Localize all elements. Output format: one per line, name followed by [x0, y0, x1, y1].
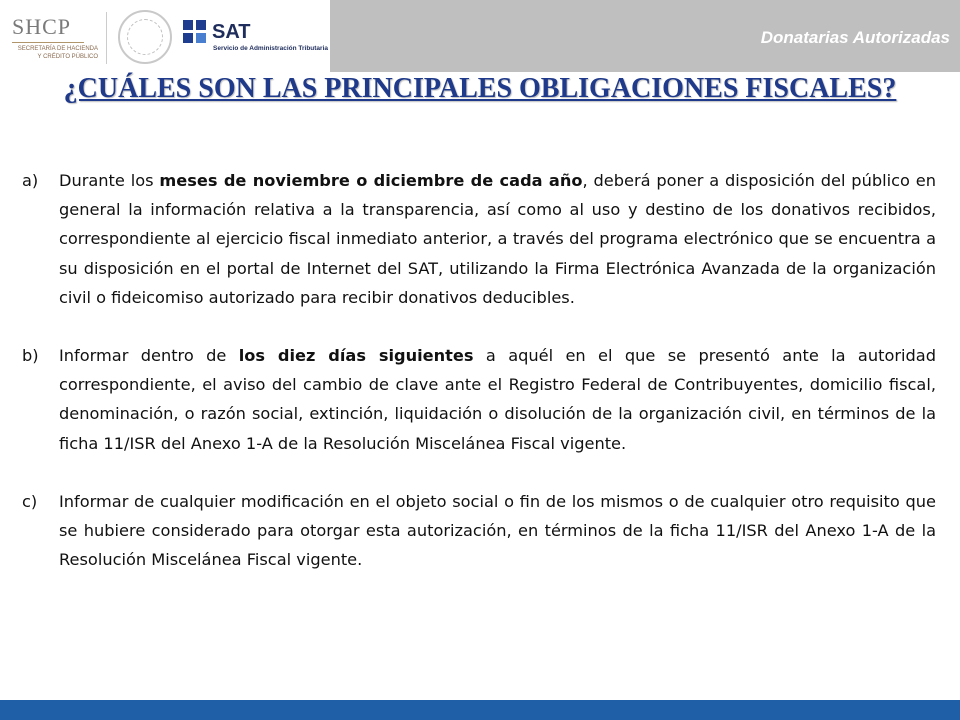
item-marker: a) — [22, 171, 39, 190]
footer-bar — [0, 700, 960, 720]
header-tag: Donatarias Autorizadas — [760, 28, 950, 47]
item-text-pre: Informar dentro de — [59, 346, 239, 366]
item-marker: b) — [22, 346, 39, 366]
shcp-logo — [12, 14, 98, 61]
item-text — [59, 487, 936, 575]
item-text — [59, 166, 936, 312]
list-item — [22, 341, 936, 458]
item-text-post: , deberá poner a disposición del público en general la información relativa a la transparencia, así como al uso y destino de los donativos recibidos, correspondiente al ejercicio fiscal inmediato anterior, a través del programa electrónico que se encuentra a su disposición en el portal de Internet del SAT, utilizando la Firma Electrónica Avanzada de la organización civil o fideicomiso autorizado para recibir donativos deducibles. — [59, 171, 936, 307]
item-text-bold: meses de noviembre o diciembre de cada año — [159, 171, 583, 190]
item-text-pre: Informar de cualquier modificación en el objeto social o fin de los mismos o de cualquier otro requisito que se hubiere considerado para otorgar esta autorización, en términos de la ficha 11/ISR del Anexo 1-A de la Resolución Miscelánea Fiscal vigente. — [59, 491, 936, 570]
list-item — [22, 487, 936, 575]
item-marker: c) — [22, 491, 38, 511]
item-text — [59, 341, 936, 458]
page-title: ¿CUÁLES SON LAS PRINCIPALES OBLIGACIONES FISCALES? — [63, 73, 897, 104]
obligations-list — [22, 166, 936, 603]
list-item — [22, 166, 936, 312]
shcp-logo-text: SHCP — [12, 14, 72, 39]
logo-divider — [106, 12, 107, 64]
sat-mark-icon — [183, 20, 207, 44]
item-text-pre: Durante los — [59, 171, 160, 190]
coat-of-arms-icon — [118, 10, 172, 64]
sat-logo-sub: Servicio de Administración Tributaria — [213, 45, 328, 52]
item-text-bold: los diez días siguientes — [238, 346, 474, 366]
shcp-logo-sub1: SECRETARÍA DE HACIENDA — [17, 46, 98, 52]
shcp-logo-sub2: Y CRÉDITO PÚBLICO — [37, 54, 98, 60]
sat-logo-text: SAT — [212, 21, 251, 43]
sat-logo — [183, 20, 328, 52]
header-panel — [330, 0, 960, 72]
shcp-logo-rule — [12, 42, 84, 43]
item-text-post: a aquél en el que se presentó ante la autoridad correspondiente, el aviso del cambio de clave ante el Registro Federal de Contribuyentes, domicilio fiscal, denominación, o razón social, extinción, liquidación o disolución de la organización civil, en términos de la ficha 11/ISR del Anexo 1-A de la Resolución Miscelánea Fiscal vigente. — [59, 346, 936, 453]
logo-area — [0, 0, 330, 72]
